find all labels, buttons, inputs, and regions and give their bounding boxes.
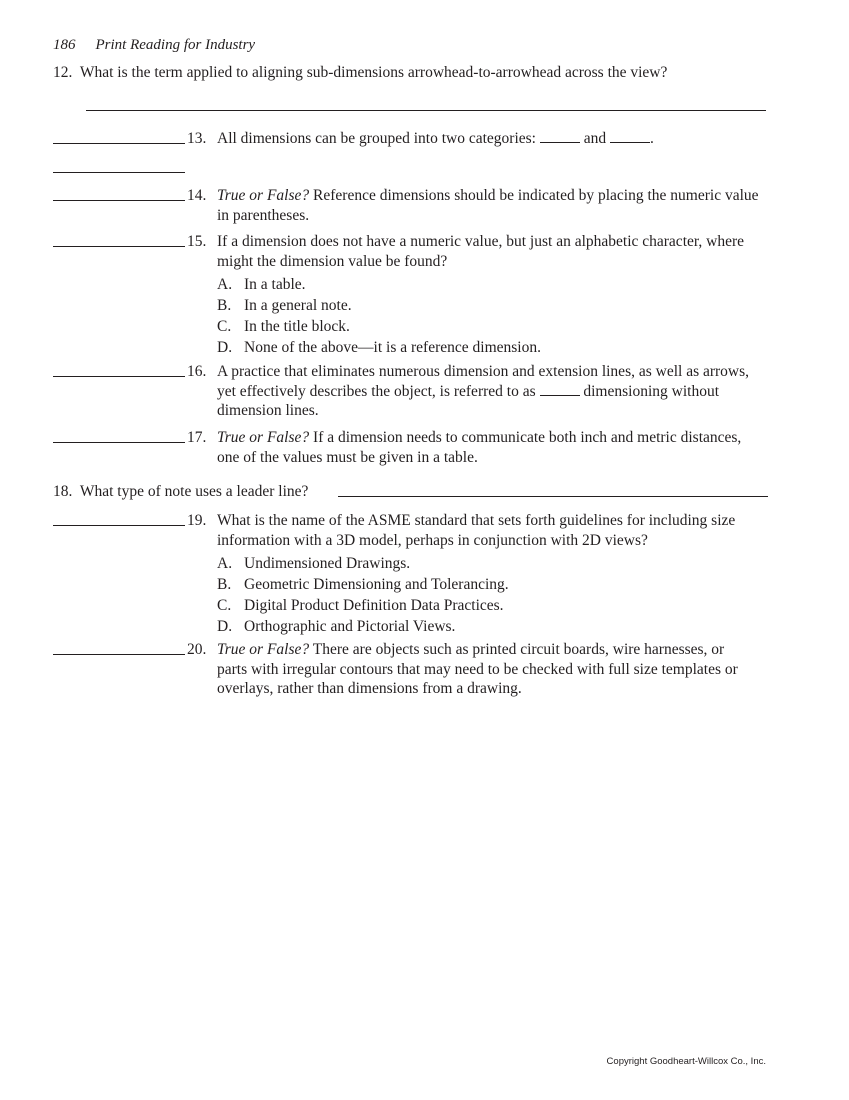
book-title: Print Reading for Industry (95, 37, 256, 53)
fill-blank[interactable] (610, 130, 650, 143)
question-number: 20. (187, 641, 207, 658)
question-16 (53, 362, 773, 421)
option-text: In a general note. (244, 297, 352, 314)
answer-blank[interactable] (53, 129, 185, 144)
option-text: In a table. (244, 276, 306, 293)
question-text: What type of note uses a leader line? (79, 483, 309, 500)
question-text: Reference dimensions should be indicated by placing the numeric value in parentheses. (217, 187, 759, 224)
option-text: Digital Product Definition Data Practices. (244, 597, 504, 614)
true-false-label: True or False? (217, 641, 310, 658)
option-b (217, 295, 773, 316)
option-letter: A. (217, 276, 233, 293)
question-13 (53, 129, 773, 149)
question-18 (53, 482, 773, 502)
option-a (217, 274, 773, 295)
answer-line-18[interactable] (338, 496, 768, 497)
option-d (217, 616, 773, 637)
question-text: dimensioning without dimension lines. (217, 382, 719, 419)
answer-line-12[interactable] (86, 110, 766, 111)
page-number: 186 (53, 37, 76, 53)
option-c (217, 595, 773, 616)
running-header (53, 37, 255, 54)
question-text: All dimensions can be grouped into two categories: (217, 130, 536, 147)
option-text: Orthographic and Pictorial Views. (244, 618, 456, 635)
option-letter: B. (217, 576, 232, 593)
answer-blank[interactable] (53, 186, 185, 201)
question-number: 17. (187, 429, 207, 446)
true-false-label: True or False? (217, 187, 310, 204)
answer-blank[interactable] (53, 640, 185, 655)
question-text: What is the term applied to aligning sub-dimensions arrowhead-to-arrowhead across the view? (79, 64, 668, 81)
option-a (217, 553, 773, 574)
option-letter: A. (217, 555, 233, 572)
question-14 (53, 186, 773, 225)
question-15 (53, 232, 773, 358)
question-number: 16. (187, 363, 207, 380)
question-text: If a dimension does not have a numeric value, but just an alphabetic character, where might the dimension value be found? (217, 233, 745, 270)
true-false-label: True or False? (217, 429, 310, 446)
question-text: What is the name of the ASME standard that sets forth guidelines for including size information with a 3D model, perhaps in conjunction with 2D views? (217, 512, 736, 549)
question-text: . (649, 130, 654, 147)
question-text: A practice that eliminates numerous dimension and extension lines, as well as arrows, yet effectively describes the object, is referred to as (217, 363, 750, 400)
option-letter: B. (217, 297, 232, 314)
option-text: In the title block. (244, 318, 350, 335)
question-12 (53, 63, 773, 83)
option-text: Undimensioned Drawings. (244, 555, 411, 572)
option-letter: D. (217, 618, 233, 635)
option-letter: C. (217, 318, 232, 335)
question-number: 13. (187, 130, 207, 147)
option-b (217, 574, 773, 595)
option-text: Geometric Dimensioning and Tolerancing. (244, 576, 509, 593)
option-d (217, 337, 773, 358)
option-letter: C. (217, 597, 232, 614)
answer-blank[interactable] (53, 428, 185, 443)
answer-blank[interactable] (53, 511, 185, 526)
question-number: 12. (53, 64, 73, 81)
fill-blank[interactable] (540, 383, 580, 396)
answer-blank[interactable] (53, 362, 185, 377)
question-17 (53, 428, 773, 467)
fill-blank[interactable] (540, 130, 580, 143)
answer-blank-13b[interactable] (53, 172, 185, 173)
question-number: 19. (187, 512, 207, 529)
option-text: None of the above—it is a reference dimension. (244, 339, 541, 356)
question-number: 14. (187, 187, 207, 204)
question-text: If a dimension needs to communicate both inch and metric distances, one of the values must be given in a table. (217, 429, 742, 466)
question-text: and (583, 130, 607, 147)
question-19 (53, 511, 773, 637)
question-number: 15. (187, 233, 207, 250)
option-c (217, 316, 773, 337)
copyright-notice: Copyright Goodheart-Willcox Co., Inc. (606, 1056, 766, 1067)
answer-blank[interactable] (53, 232, 185, 247)
question-number: 18. (53, 483, 73, 500)
question-text: There are objects such as printed circuit boards, wire harnesses, or parts with irregular contours that may need to be checked with full size templates or overlays, rather than dimensions from a drawing. (217, 641, 738, 697)
option-letter: D. (217, 339, 233, 356)
question-20 (53, 640, 773, 699)
